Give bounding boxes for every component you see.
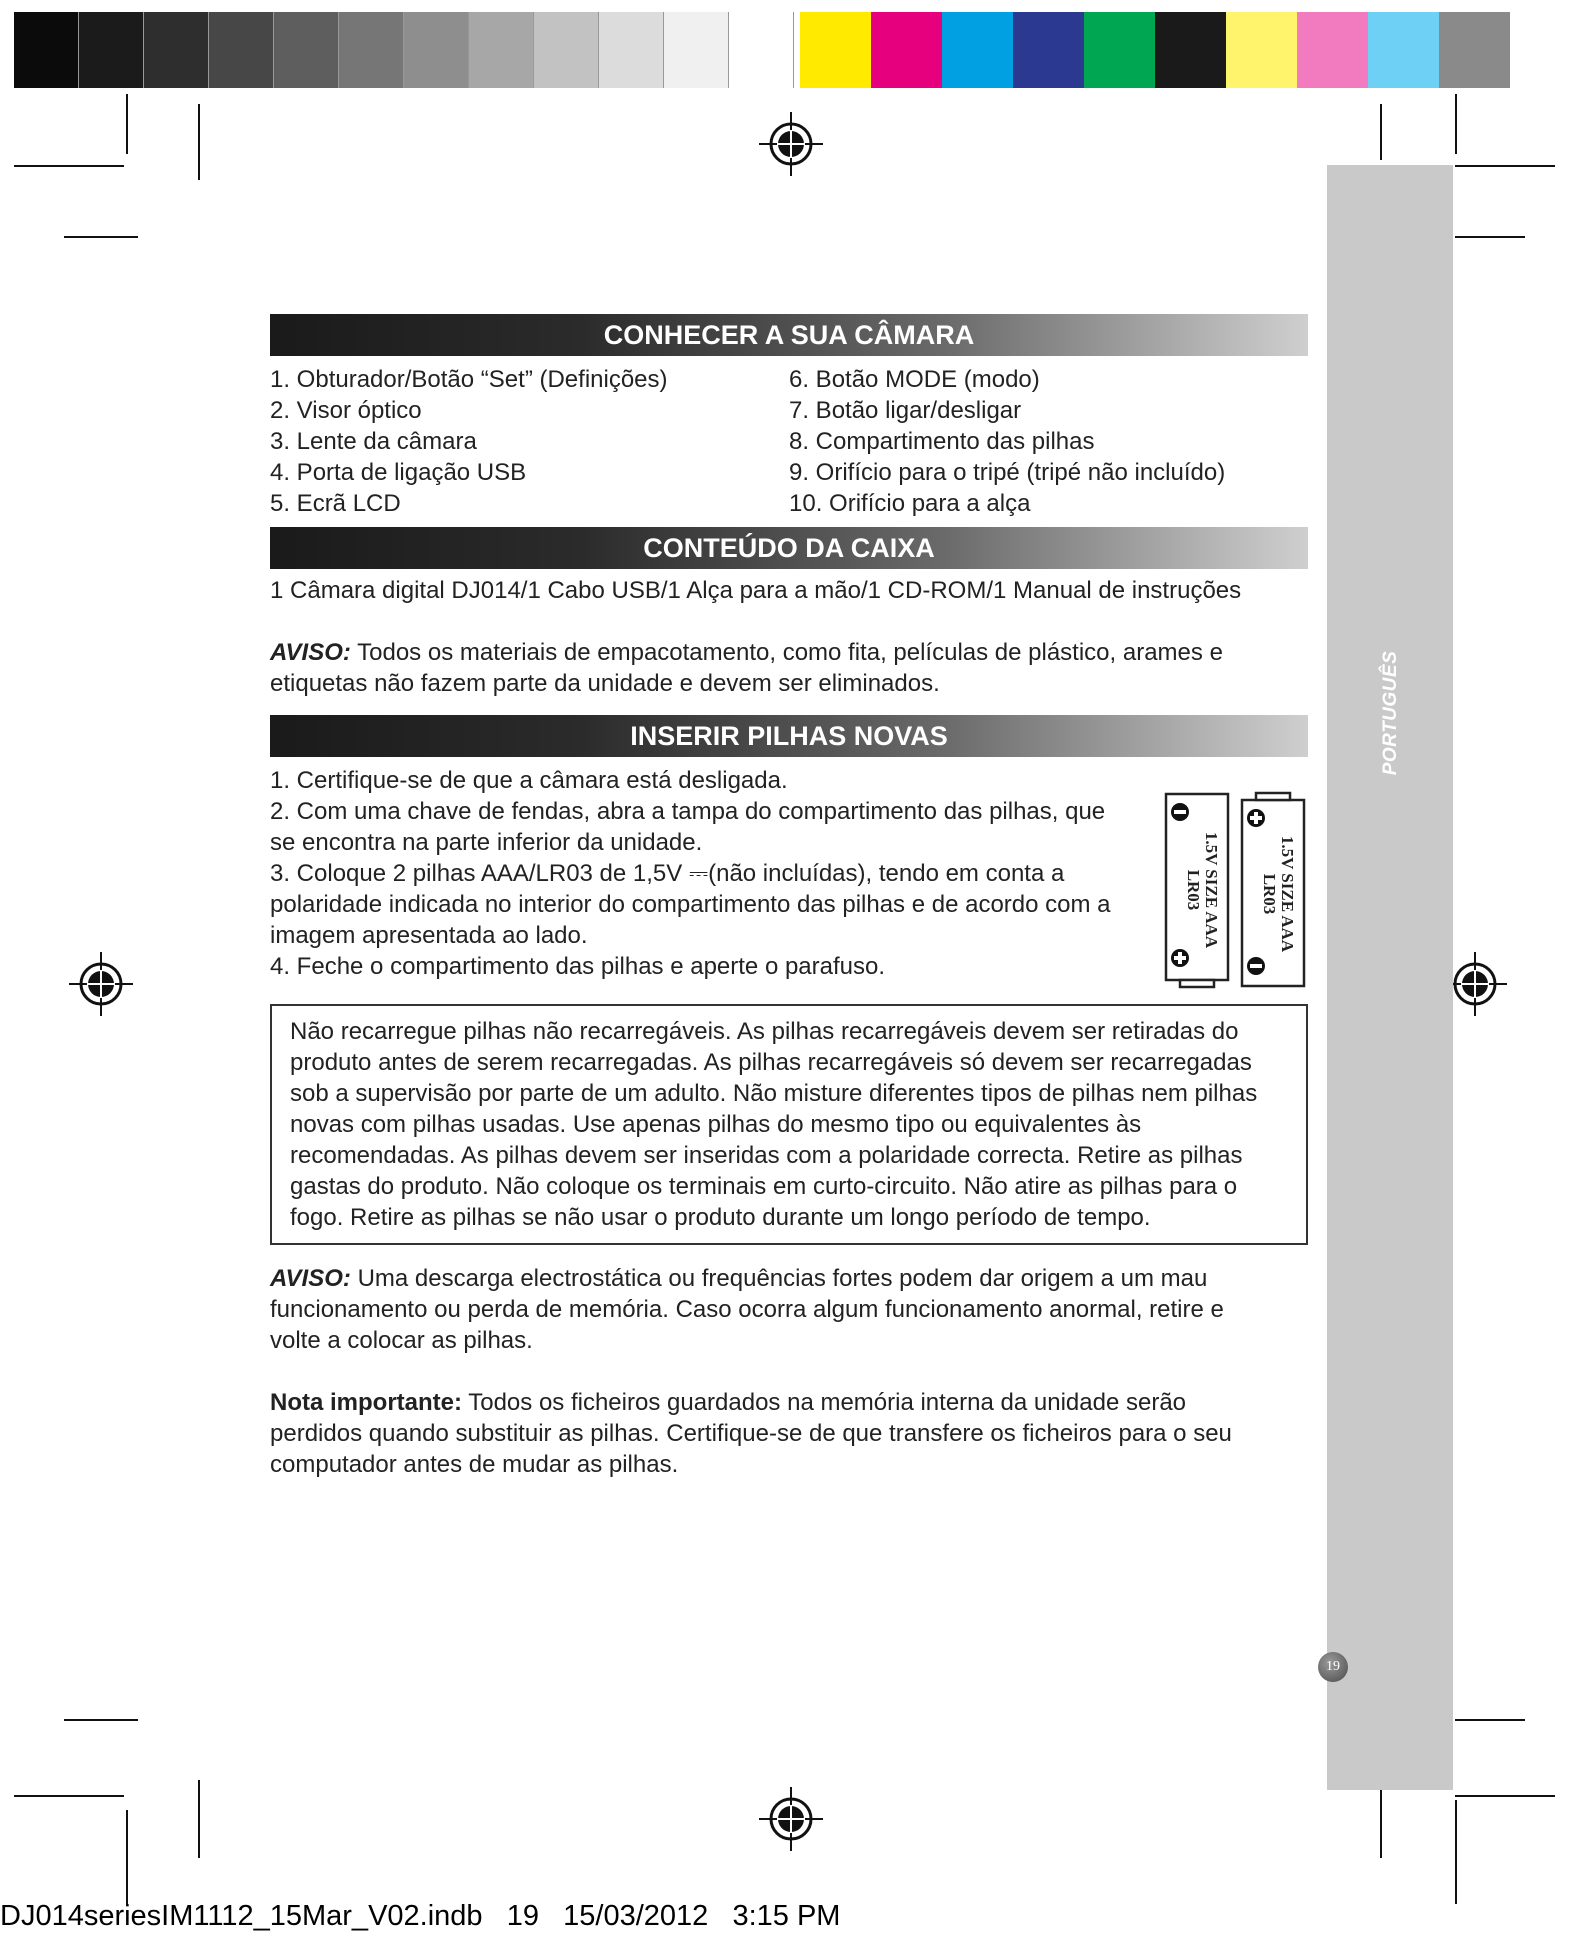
battery-safety-box: [270, 1004, 1308, 1245]
color-swatch: [942, 12, 1013, 88]
battery-size-label: 1.5V SIZE AAA: [1202, 831, 1221, 949]
packaging-warning: [270, 637, 1280, 699]
color-swatch: [1297, 12, 1368, 88]
list-item: 1. Obturador/Botão “Set” (Definições): [270, 366, 668, 393]
battery-type-label: LR03: [1184, 869, 1203, 911]
crop-mark: [1380, 1788, 1382, 1858]
battery-label-right: [1260, 814, 1296, 974]
registration-mark-icon: [759, 112, 823, 176]
gray-swatch: [79, 12, 144, 88]
list-item: 1. Certifique-se de que a câmara está desligada.: [270, 767, 788, 794]
gray-swatch: [599, 12, 664, 88]
crop-mark: [1455, 165, 1555, 167]
list-item: 5. Ecrã LCD: [270, 490, 401, 517]
warning-label: AVISO:: [270, 639, 351, 666]
battery-label-left: [1184, 810, 1220, 970]
color-swatch: [1368, 12, 1439, 88]
warning-text: Todos os materiais de empacotamento, como fita, películas de plástico, arames e etiquetas não fazem parte da unidade e devem ser eliminados.: [270, 639, 1223, 697]
list-item: 4. Feche o compartimento das pilhas e aperte o parafuso.: [270, 953, 886, 980]
note-text: Todos os ficheiros guardados na memória interna da unidade serão perdidos quando substituir as pilhas. Certifique-se de que transfere os ficheiros para o seu computador antes de mudar as pilhas.: [270, 1389, 1232, 1478]
list-item: 2. Visor óptico: [270, 397, 422, 424]
crop-mark: [14, 165, 124, 167]
box-contents-text: 1 Câmara digital DJ014/1 Cabo USB/1 Alça para a mão/1 CD-ROM/1 Manual de instruções: [270, 577, 1242, 604]
gray-swatch: [274, 12, 339, 88]
list-item: 9. Orifício para o tripé (tripé não incluído): [789, 459, 1226, 486]
parts-list-left: [270, 364, 789, 519]
crop-mark: [1455, 1719, 1525, 1721]
gray-swatch: [469, 12, 534, 88]
battery-type-label: LR03: [1260, 873, 1279, 915]
color-swatch: [871, 12, 942, 88]
gray-swatch: [404, 12, 469, 88]
crop-mark: [126, 1810, 128, 1904]
crop-mark: [14, 1795, 124, 1797]
note-label: Nota importante:: [270, 1389, 462, 1416]
crop-mark: [1455, 236, 1525, 238]
print-slug: DJ014seriesIM1112_15Mar_V02.indb 19 15/03/2012 3:15 PM: [0, 1900, 841, 1932]
parts-list: [270, 364, 1308, 519]
list-item: 4. Porta de ligação USB: [270, 459, 527, 486]
battery-orientation-illustration: [1160, 790, 1310, 990]
warning-text: Uma descarga electrostática ou frequências fortes podem dar origem a um mau funcionamento ou perda de memória. Caso ocorra algum funcionamento anormal, retire e volte a colocar as pilhas.: [270, 1265, 1224, 1354]
grayscale-color-bar: [14, 12, 794, 88]
color-swatch: [1155, 12, 1226, 88]
list-item: 10. Orifício para a alça: [789, 490, 1031, 517]
color-swatch: [1226, 12, 1297, 88]
color-swatch: [1439, 12, 1510, 88]
gray-swatch: [14, 12, 79, 88]
battery-safety-text: Não recarregue pilhas não recarregáveis. As pilhas recarregáveis devem ser retiradas do produto antes de serem recarregadas. As pilhas recarregáveis só devem ser recarregadas sob a supervisão por parte de um adulto. Não misture diferentes tipos de pilhas nem pilhas novas com pilhas usadas. Use apenas pilhas do mesmo tipo ou equivalentes às recomendadas. As pilhas devem ser inseridas com a polaridade correcta. Retire as pilhas gastas do produto. Não coloque os terminais em curto-circuito. Não atire as pilhas para o fogo. Retire as pilhas se não usar o produto durante um longo período de tempo.: [290, 1018, 1258, 1231]
crop-mark: [1455, 1800, 1457, 1904]
crop-mark: [64, 236, 138, 238]
esd-warning: [270, 1263, 1280, 1356]
gray-swatch: [664, 12, 729, 88]
process-color-bar: [800, 12, 1510, 88]
list-item: 3. Lente da câmara: [270, 428, 477, 455]
crop-mark: [1455, 94, 1457, 154]
battery-size-label: 1.5V SIZE AAA: [1278, 835, 1297, 953]
language-side-tab: [1327, 165, 1453, 1790]
list-item: 3. Coloque 2 pilhas AAA/LR03 de 1,5V ⎓(não incluídas), tendo em conta a polaridade indicada no interior do compartimento das pilhas e de acordo com a imagem apresentada ao lado.: [270, 860, 1111, 949]
list-item: 7. Botão ligar/desligar: [789, 397, 1022, 424]
registration-mark-icon: [759, 1787, 823, 1851]
gray-swatch: [534, 12, 599, 88]
crop-mark: [1455, 1795, 1555, 1797]
gray-swatch: [209, 12, 274, 88]
gray-swatch: [339, 12, 404, 88]
main-content: [270, 314, 1308, 1480]
list-item: 2. Com uma chave de fendas, abra a tampa do compartimento das pilhas, que se encontra na parte inferior da unidade.: [270, 798, 1106, 856]
color-swatch: [1084, 12, 1155, 88]
color-swatch: [1013, 12, 1084, 88]
crop-mark: [198, 104, 200, 180]
list-item: 8. Compartimento das pilhas: [789, 428, 1095, 455]
warning-label: AVISO:: [270, 1265, 351, 1292]
page-number: 19: [1318, 1652, 1348, 1682]
battery-steps: [270, 765, 1120, 982]
list-item: 6. Botão MODE (modo): [789, 366, 1040, 393]
gray-swatch: [144, 12, 209, 88]
crop-mark: [64, 1719, 138, 1721]
section-title-insert-batteries: INSERIR PILHAS NOVAS: [270, 715, 1308, 757]
section-title-know-camera: CONHECER A SUA CÂMARA: [270, 314, 1308, 356]
color-swatch: [800, 12, 871, 88]
crop-mark: [198, 1780, 200, 1858]
important-note: [270, 1387, 1280, 1480]
parts-list-right: [789, 364, 1308, 519]
crop-mark: [126, 94, 128, 154]
section-title-box-contents: CONTEÚDO DA CAIXA: [270, 527, 1308, 569]
registration-mark-icon: [69, 952, 133, 1016]
language-label: PORTUGUÊS: [1380, 650, 1401, 776]
gray-swatch: [729, 12, 794, 88]
crop-mark: [1380, 104, 1382, 160]
